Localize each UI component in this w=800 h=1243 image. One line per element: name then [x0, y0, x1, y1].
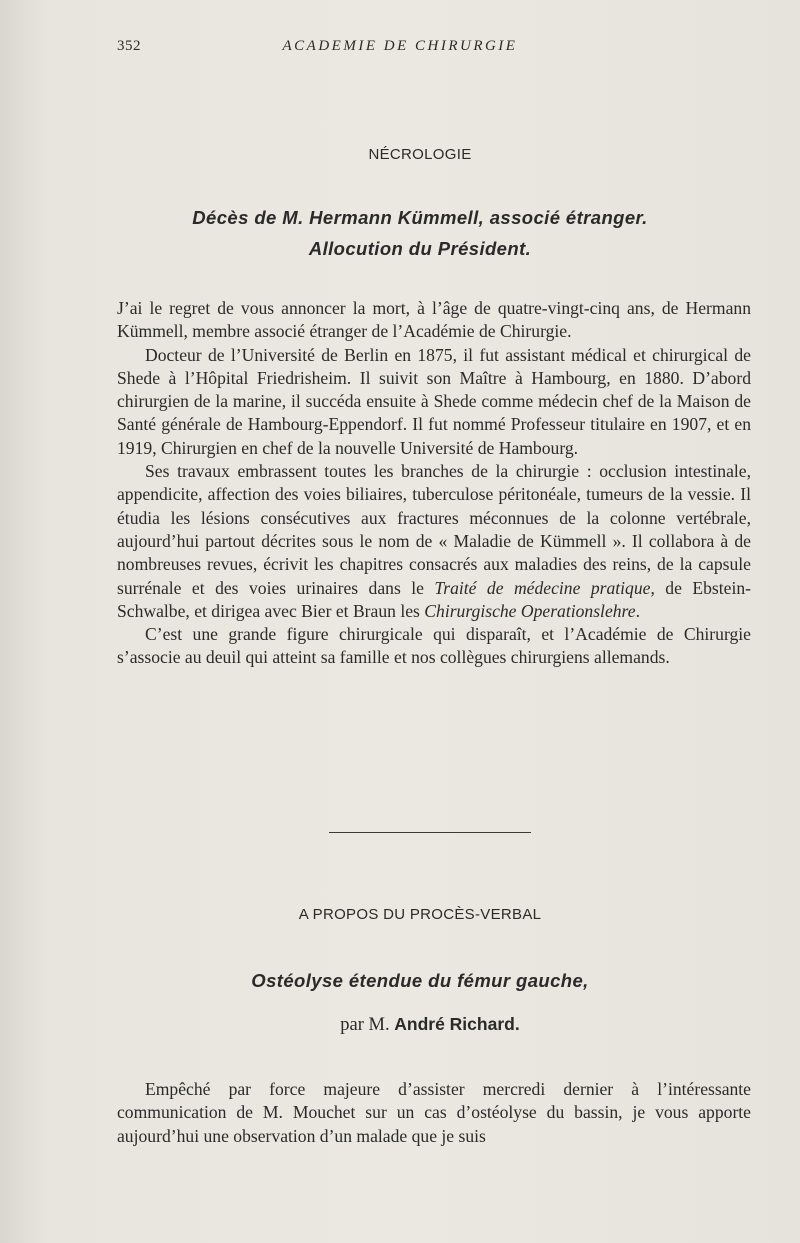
paragraph-4 [117, 623, 751, 670]
author-name: André Richard. [394, 1014, 520, 1034]
article-title-line1: Décès de M. Hermann Kümmell, associé étranger. [192, 207, 648, 228]
journal-title: ACADEMIE DE CHIRURGIE [282, 38, 518, 54]
byline [0, 1014, 800, 1036]
section-title-proces-verbal: A PROPOS DU PROCÈS-VERBAL [298, 906, 542, 923]
running-header [0, 38, 800, 58]
section-divider [329, 832, 531, 833]
article-title-osteolyse: Ostéolyse étendue du fémur gauche, [251, 970, 589, 991]
book-title-traite: Traité de médecine pratique [434, 577, 651, 598]
proces-verbal-body [117, 1078, 751, 1148]
paragraph-1 [117, 297, 751, 344]
paragraph-5 [117, 1078, 751, 1148]
page-number: 352 [117, 38, 141, 54]
paragraph-3 [117, 460, 751, 623]
paragraph-3-text-middle: , de Ebstein-Schwalbe, et dirigea avec Bier et Braun les [117, 577, 751, 621]
paragraph-5-text: Empêché par force majeure d’assister mercredi dernier à l’intéressante communication de M. Mouchet sur un cas d’ostéolyse du bassin, je vous apporte aujourd’hui une observation d’un malade que je suis [117, 1079, 751, 1146]
byline-prefix: par M. [340, 1015, 390, 1035]
book-title-operationslehre: Chirurgische Operationslehre [424, 600, 636, 621]
paragraph-2 [117, 344, 751, 460]
paragraph-3-text-end: . [635, 600, 640, 621]
paragraph-1-text: J’ai le regret de vous annoncer la mort, à l’âge de quatre-vingt-cinq ans, de Hermann Kümmell, membre associé étranger de l’Académie de Chirurgie. [117, 298, 751, 342]
necrologie-body [117, 297, 751, 670]
section-title-necrologie: NÉCROLOGIE [368, 146, 472, 163]
paragraph-2-text: Docteur de l’Université de Berlin en 1875, il fut assistant médical et chirurgical de Shede à l’Hôpital Friedrisheim. Il suivit son Maître à Hambourg, en 1880. D’abord chirurgien de la marine, il succéda ensuite à Shede comme médecin chef de la Maison de Santé générale de Hambourg-Eppendorf. Il fut nommé Professeur titulaire en 1907, et en 1919, Chirurgien en chef de la nouvelle Université de Hambourg. [117, 344, 751, 458]
paragraph-4-text: C’est une grande figure chirurgicale qui disparaît, et l’Académie de Chirurgie s’associe au deuil qui atteint sa famille et nos collègues chirurgiens allemands. [117, 624, 751, 668]
article-title-line2: Allocution du Président. [308, 238, 532, 259]
paragraph-3-text: Ses travaux embrassent toutes les branches de la chirurgie : occlusion intestinale, appendicite, affection des voies biliaires, tuberculose péritonéale, tumeurs de la vessie. Il étudia les lésions consécutives aux fractures méconnues de la colonne vertébrale, aujourd’hui partout décrites sous le nom de « Maladie de Kümmell ». Il collabora à de nombreuses revues, écrivit les chapitres consacrés aux maladies des reins, de la capsule surrénale et des voies urinaires dans le [117, 461, 751, 598]
